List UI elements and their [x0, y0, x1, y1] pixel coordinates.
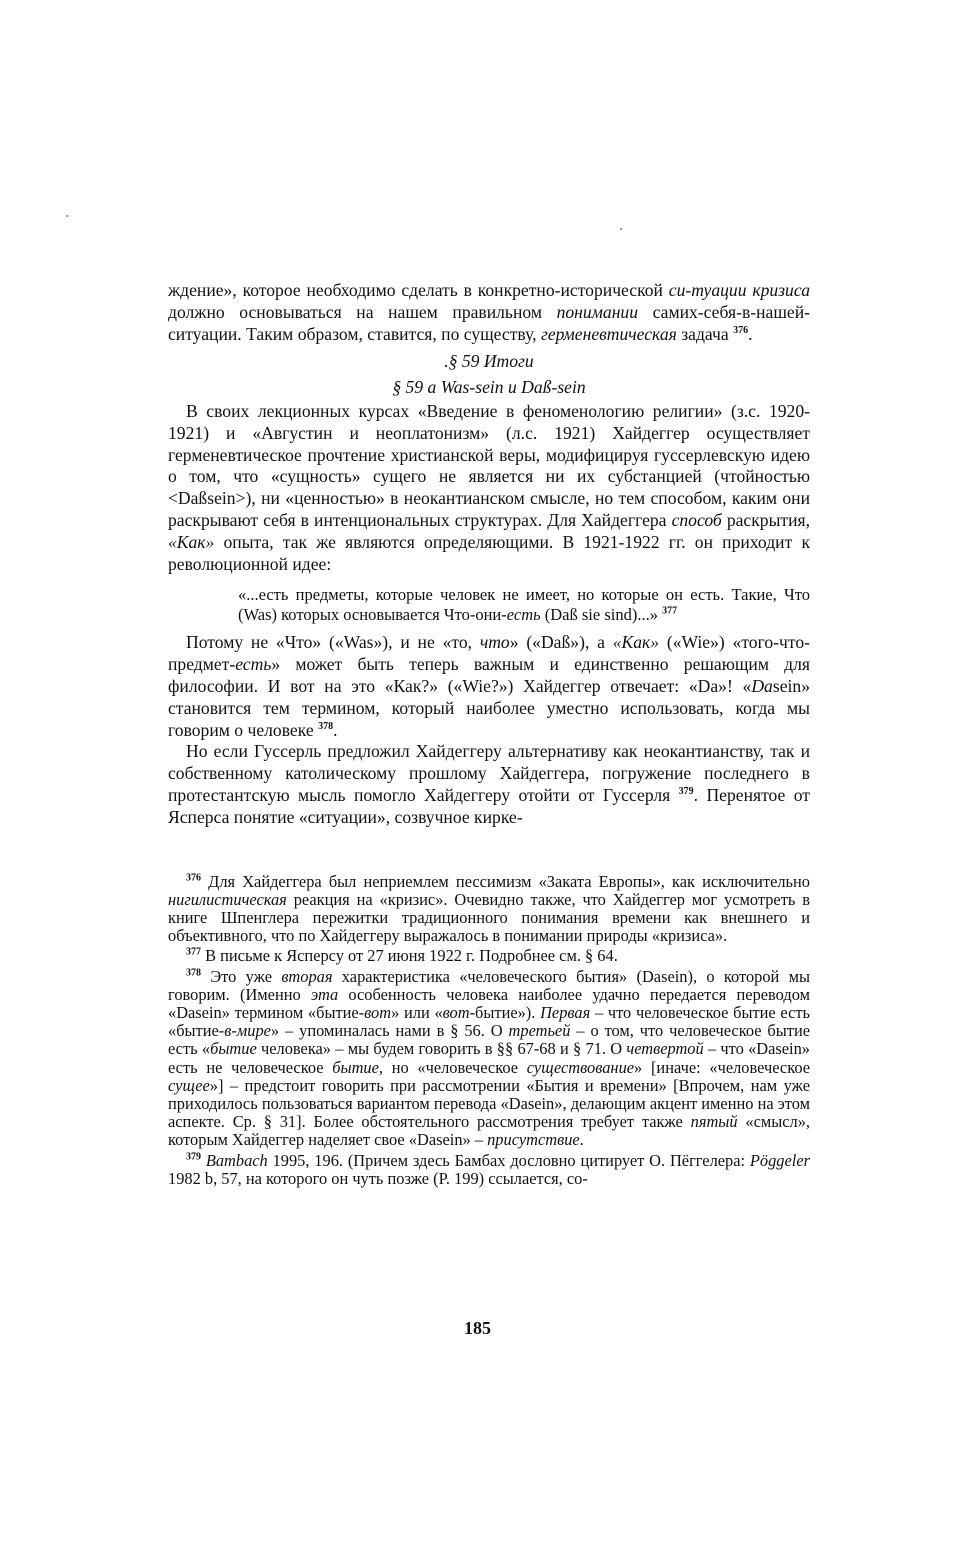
block-quote: «...есть предметы, которые человек не имеет, но которые он есть. Такие, Что (Was) которых основывается Что-они-есть (Daß sie sind)...» $^{377}$ [238, 585, 810, 624]
footnote-377: $^{377}$ В письме к Ясперсу от 27 июня 1922 г. Подробнее см. § 64. [186, 946, 618, 966]
footnote-378: $^{378}$ Это уже вторая характеристика «человеческого бытия» (Dasein), о которой мы говорим. (Именно эта особенность человека наиболее удачно передается переводом «Dasein» термином «бытие-вот» или «вот-бытие»). Первая – что человеческое бытие есть «бытие-в-мире» – упоминалась нами в § 56. О третьей – о том, что человеческое бытие есть «бытие человека» – мы будем говорить в §§ 67-68 и § 71. О четвертой – что «Dasein» есть не человеческое бытие, но «человеческое существование» [иначе: «человеческое сущее»] – предстоит говорить при рассмотрении «Бытия и времени» [Впрочем, нам уже приходилось пользоваться вариантом перевода «Dasein», делающим акцент именно на этом аспекте. Ср. § 31]. Более обстоятельного рассмотрения требует также пятый «смысл», которым Хайдеггер наделяет свое «Dasein» – присутствие. [168, 966, 811, 1150]
paragraph: В своих лекционных курсах «Введение в феноменологию религии» (з.с. 1920-1921) и «Августин и неоплатонизм» (л.с. 1921) Хайдеггер осуществляет герменевтическое прочтение христианской веры, модифицируя гуссерлевскую идею о том, что «сущность» сущего не является ни их субстанцией (чтойностью <Daßsein>), ни «ценностью» в неокантианском смысле, но тем способом, каким они раскрывают себя в интенциональных структурах. Для Хайдеггера способ раскрытия, «Как» опыта, так же являются определяющими. В 1921-1922 гг. он приходит к революционной идее: [168, 400, 811, 574]
page-number: 185 [464, 1318, 491, 1338]
footnote-379: $^{379}$ Bambach 1995, 196. (Причем здесь Бамбах дословно цитирует О. Пёггелера: Pöggeler 1982 b, 57, на которого он чуть позже (P. 199) ссылается, со- [168, 1150, 810, 1188]
footnote-ref[interactable]: 376 [733, 324, 749, 336]
subsection-heading: § 59 а Was-sein и Daß-sein [392, 377, 586, 398]
page-content [168, 280, 810, 1190]
footnote-376: $^{376}$ Для Хайдеггера был неприемлем пессимизм «Заката Европы», как исключительно нигилистическая реакция на «кризис». Очевидно также, что Хайдеггер мог усмотреть в книге Шпенглера пережитки традиционного понимания времени как внешнего и объективного, что по Хайдеггеру выражалось в понимании природы «кризиса». [168, 871, 810, 946]
paragraph: Но если Гуссерль предложил Хайдеггеру альтернативу как неокантианству, так и собственному католическому прошлому Хайдеггера, погружение последнего в протестантскую мысль помогло Хайдеггеру отойти от Гуссерля $^{379}$. Перенятое от Ясперса понятие «ситуации», созвучное кирке- [168, 741, 810, 827]
scan-speck [620, 228, 622, 230]
scan-speck [66, 215, 68, 217]
section-heading: .§ 59 Итоги [444, 351, 534, 372]
footnote-ref[interactable]: 377 [662, 605, 678, 617]
footnotes [168, 873, 810, 1188]
paragraph-continuation: ждение», которое необходимо сделать в конкретно-исторической си-туации кризиса должно основываться на нашем правильном понимании самих-себя-в-нашей-ситуации. Таким образом, ставится, по существу, герменевтическая задача $^{376}$. [168, 280, 810, 344]
footnote-ref[interactable]: 378 [318, 720, 334, 732]
footnote-ref[interactable]: 379 [678, 786, 694, 798]
paragraph: Потому не «Что» («Was»), и не «то, что» («Daß»), а «Как» («Wie») «того-что-предмет-есть» может быть теперь важным и единственно решающим для философии. И вот на это «Как?» («Wie?») Хайдеггер отвечает: «Da»! «Dasein» становится тем термином, который наиболее уместно использовать, когда мы говорим о человеке $^{378}$. [168, 632, 811, 740]
